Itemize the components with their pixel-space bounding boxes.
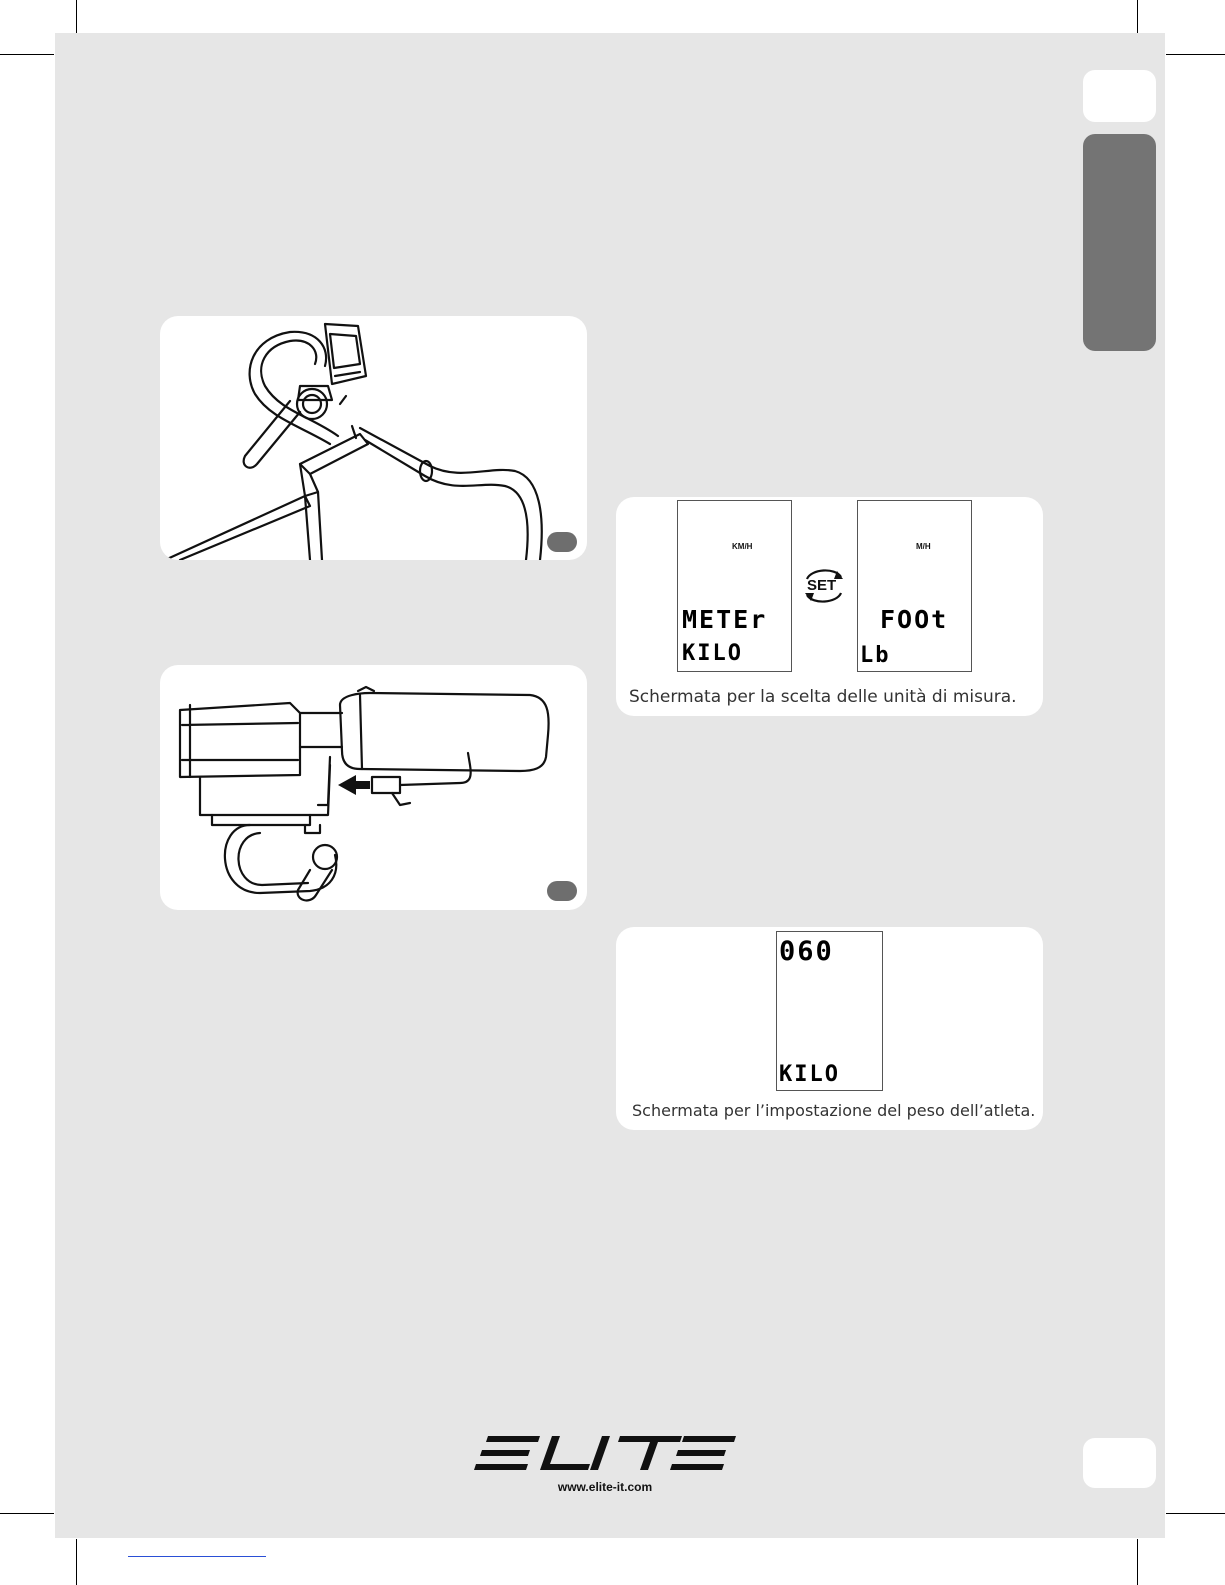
figure-handlebar-mount: [160, 316, 587, 560]
crop-mark: [76, 1539, 77, 1585]
figure-number-badge: [547, 881, 577, 901]
figure-weight-setting: [616, 927, 1043, 1130]
lcd-display-weight: [776, 931, 883, 1091]
elite-logo: [470, 1432, 740, 1502]
figure-number-badge: [547, 532, 577, 552]
crop-mark: [0, 54, 54, 55]
crop-mark: [76, 0, 77, 33]
weight-unit: KILO: [779, 1062, 840, 1087]
crop-mark: [1137, 1539, 1138, 1585]
link-underline: [128, 1556, 266, 1557]
lcd-line-2: Lb: [860, 643, 891, 668]
elite-wordmark: [470, 1432, 740, 1476]
connector-illustration: [160, 665, 587, 910]
language-tab-active: [1083, 134, 1156, 351]
lcd-display-metric: [677, 500, 792, 672]
set-button-label: SET: [807, 577, 837, 594]
lcd-display-imperial: [857, 500, 972, 672]
weight-value: 060: [779, 936, 834, 967]
lcd-line-1: METEr: [682, 605, 768, 634]
language-tab-light: [1083, 70, 1156, 122]
crop-mark: [0, 1513, 54, 1514]
figure-caption: Schermata per l’impostazione del peso dell’atleta.: [632, 1101, 1036, 1120]
lcd-line-2: KILO: [682, 641, 743, 666]
lcd-line-1: FOOt: [880, 605, 949, 634]
handlebar-illustration: [160, 316, 587, 560]
figure-cable-connection: [160, 665, 587, 910]
speed-unit-label: M/H: [916, 542, 931, 551]
crop-mark: [1166, 1513, 1225, 1514]
figure-caption: Schermata per la scelta delle unità di misura.: [629, 687, 1017, 707]
crop-mark: [1166, 54, 1225, 55]
speed-unit-label: KM/H: [732, 542, 753, 551]
page-number-tab: [1083, 1438, 1156, 1488]
figure-unit-selection: [616, 497, 1043, 716]
crop-mark: [1137, 0, 1138, 33]
website-url: www.elite-it.com: [557, 1480, 653, 1494]
